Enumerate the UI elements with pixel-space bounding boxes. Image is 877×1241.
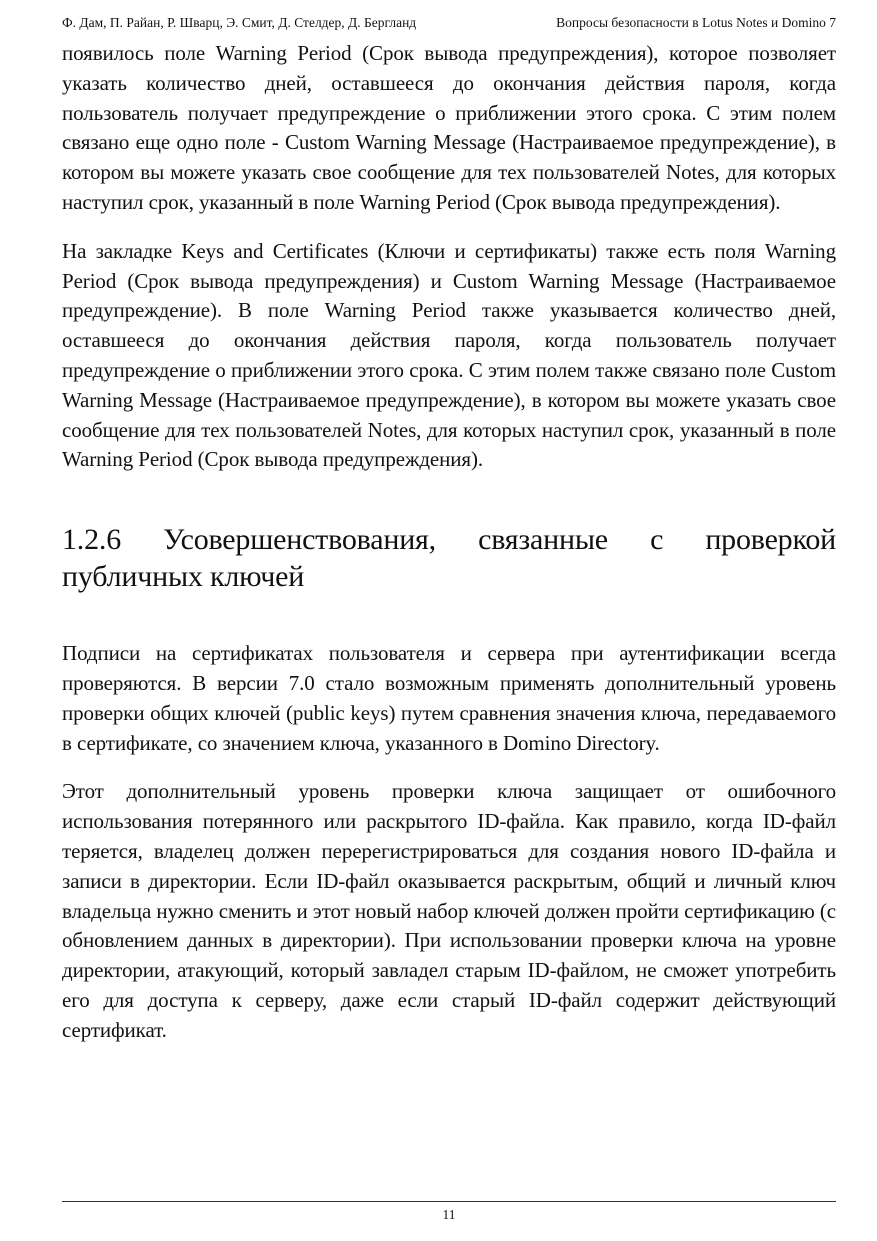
section-paragraph: Подписи на сертификатах пользователя и сервера при аутентификации всегда проверяются. В версии 7.0 стало возможным применять дополнительный уровень проверки общих ключей (public keys) путем сравнения значения ключа, передаваемого в сертификате, со значением ключа, указанного в Domino Directory.	[62, 641, 836, 755]
body-paragraph: появилось поле Warning Period (Срок вывода предупреждения), которое позволяет указать количество дней, оставшееся до окончания действия пароля, когда пользователь получает предупреждение о приближении этого срока. С этим полем связано еще одно поле - Custom Warning Message (Настраиваемое предупреждение), в котором вы можете указать свое сообщение для тех пользователей Notes, для которых наступил срок, указанный в поле Warning Period (Срок вывода предупреждения).	[62, 41, 836, 214]
header-book-title: Вопросы безопасности в Lotus Notes и Domino 7	[556, 15, 836, 30]
section-paragraph: Этот дополнительный уровень проверки ключа защищает от ошибочного использования потерянного или раскрытого ID-файла. Как правило, когда ID-файл теряется, владелец должен перерегистрироваться для создания нового ID-файла и записи в директории. Если ID-файл оказывается раскрытым, общий и личный ключ владельца нужно сменить и этот новый набор ключей должен пройти сертификацию (с обновлением данных в директории). При использовании проверки ключа на уровне директории, атакующий, который завладел старым ID-файлом, не сможет употребить его для доступа к серверу, даже если старый ID-файл содержит действующий сертификат.	[62, 779, 836, 1042]
body-paragraph: На закладке Keys and Certificates (Ключи и сертификаты) также есть поля Warning Period (Срок вывода предупреждения) и Custom Warning Message (Настраиваемое предупреждение). В поле Warning Period также указывается количество дней, оставшееся до окончания действия пароля, когда пользователь получает предупреждение о приближении этого срока. С этим полем также связано поле Custom Warning Message (Настраиваемое предупреждение), в котором вы можете указать свое сообщение для тех пользователей Notes, для которых наступил срок, указанный в поле Warning Period (Срок вывода предупреждения).	[62, 238, 836, 472]
footer-divider	[62, 1201, 836, 1202]
page-body	[62, 39, 836, 1046]
running-header	[62, 14, 836, 32]
document-page	[62, 0, 836, 1241]
page-number: 11	[442, 1207, 456, 1222]
header-authors: Ф. Дам, П. Райан, Р. Шварц, Э. Смит, Д. Стелдер, Д. Бергланд	[62, 15, 417, 30]
section-heading: 1.2.6 Усовершенствования, связанные с проверкой публичных ключей	[62, 523, 836, 594]
